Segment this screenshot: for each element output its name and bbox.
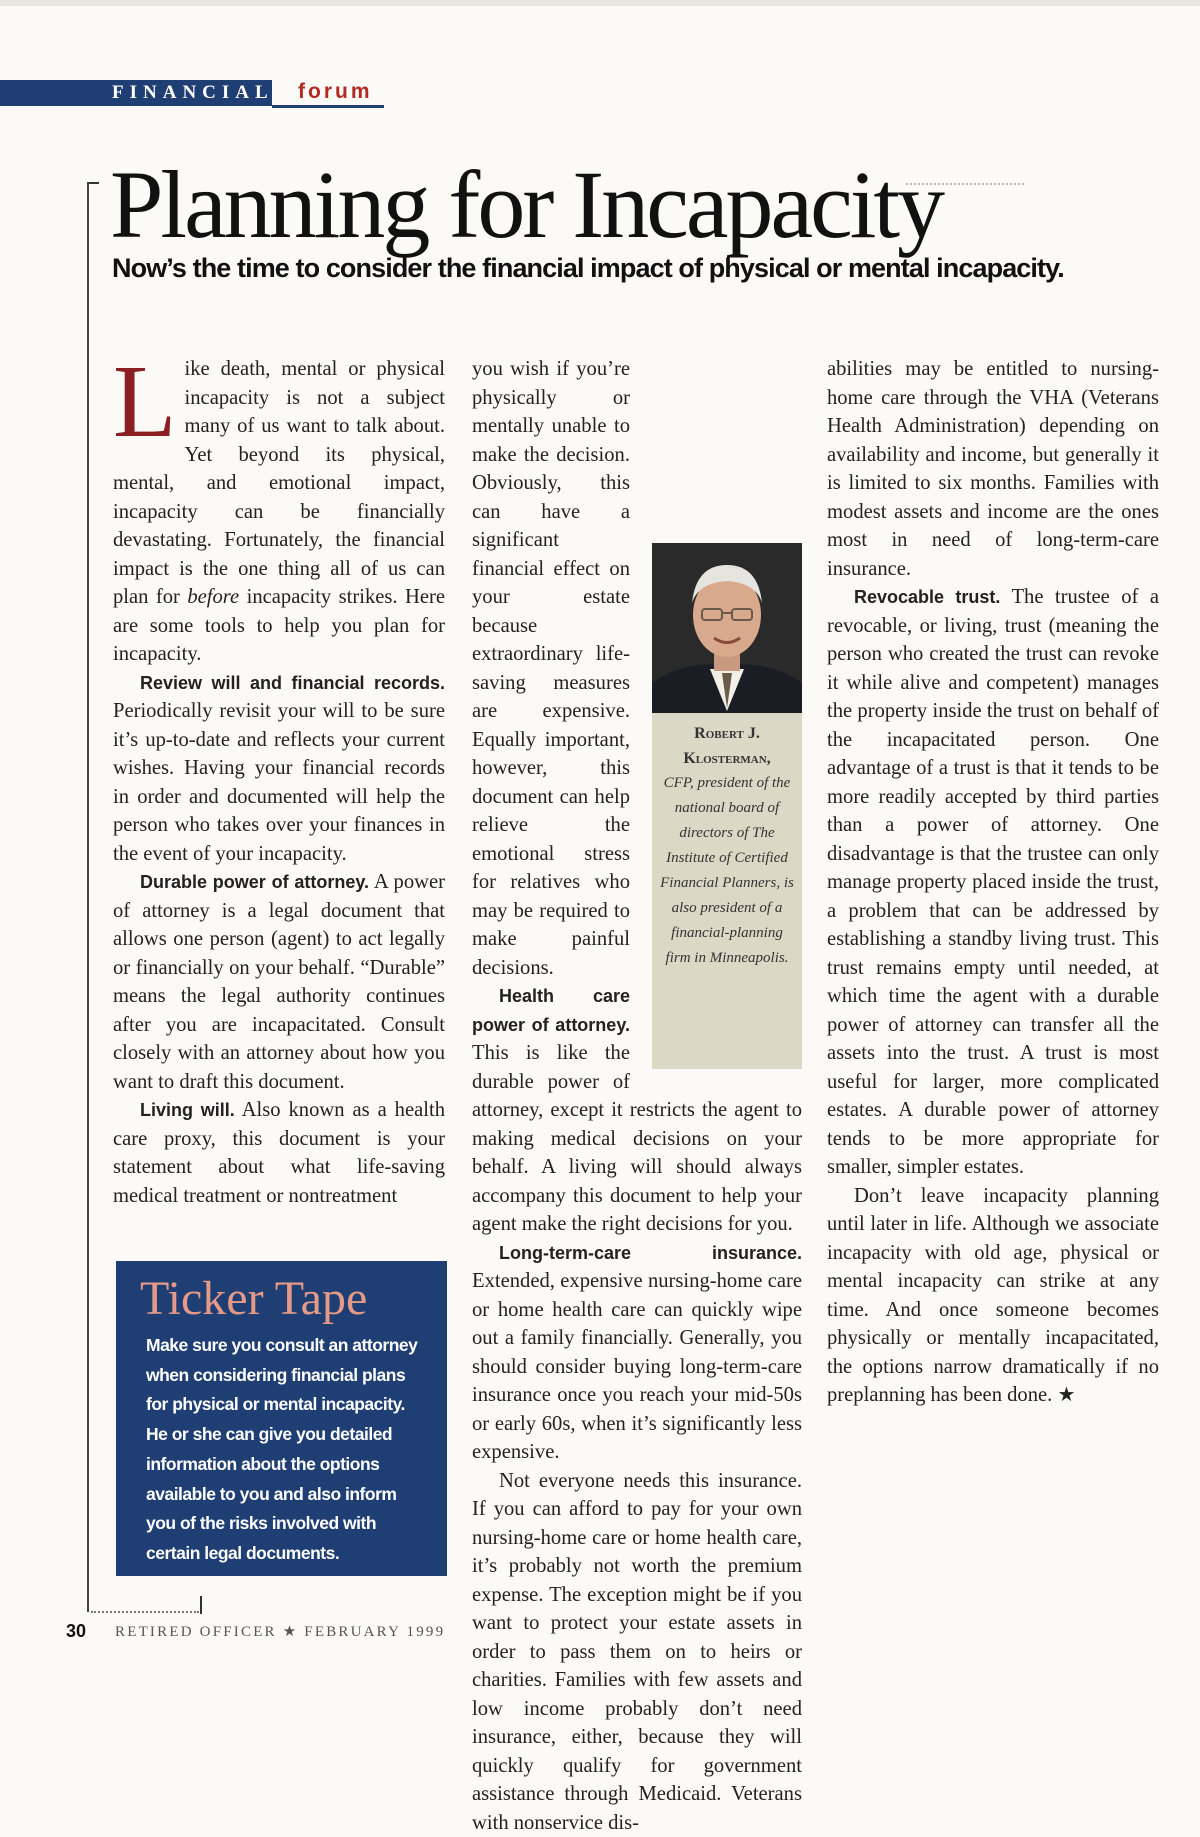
section-heading: Review will and financial records.: [140, 673, 445, 693]
author-photo: [652, 543, 802, 713]
section-body: The trustee of a revocable, or living, trust (meaning the person who created the trust can revoke it while alive and competent) manages the property inside the trust on behalf of the incapacitated person. One advantage of a trust is that it tends to be more readily accepted by third parties than a power of attorney. One disadvantage is that the trustee can only manage property placed inside the trust, a problem that can be addressed by establishing a standby living trust. This trust remains empty until needed, at which time the agent with a durable power of attorney can transfer all the assets into the trust. A trust is most useful for larger, more complicated estates. A durable power of attorney tends to be more appropriate for smaller, simpler estates.: [827, 586, 1159, 1178]
section-header-rule: [272, 105, 384, 108]
frame-left-rule: [87, 182, 89, 1612]
section-durable-poa: [113, 868, 445, 1096]
section-heading: Revocable trust.: [854, 587, 1000, 607]
article-column-1: [113, 355, 445, 1210]
closing-text: Don’t leave incapacity planning until later in life. Although we associate incapacity with old age, physical or mental incapacity can strike at any time. And once someone becomes physically or mentally incapacitated, the options narrow dramatically if no preplanning has been done.: [827, 1185, 1159, 1407]
author-box: [652, 543, 802, 1069]
article-title: Planning for Incapacity: [110, 150, 942, 260]
long-term-care-paragraph-2: Not everyone needs this insurance. If you can afford to pay for your own nursing-home care or home health care, it’s probably not worth the premium expense. The exception might be if you want to protect your estate assets in order to pass them on to heirs or charities. Families with few assets and low income probably don’t need insurance, either, because they will quickly qualify for government assistance through Medicaid. Veterans with nonservice dis-: [472, 1467, 802, 1837]
section-body: This is like the durable power of attorney, except it restricts the agent to making medical decisions on your behalf. A living will should always accompany this document to help your agent make the right decisions for you.: [472, 1042, 802, 1235]
publication-line: RETIRED OFFICER ★ FEBRUARY 1999: [115, 1622, 445, 1641]
drop-cap: L: [113, 363, 177, 441]
page-top-edge: [0, 0, 1200, 6]
article-column-2: [472, 355, 802, 1837]
frame-bottom-tick: [200, 1596, 202, 1614]
article-subtitle: Now’s the time to consider the financial impact of physical or mental incapacity.: [112, 250, 1064, 286]
section-heading: Long-term-care insurance.: [499, 1243, 802, 1263]
end-mark-star: ★: [1057, 1384, 1075, 1406]
section-label-financial: FINANCIAL: [112, 81, 274, 105]
paragraph-text: you wish if you’re physically or mentally unable to make the decision. Obviously, this can have a significant financial effect on your estate because extraordinary life-saving measures are expensive. Equally important, however, this document can help relieve the emotional stress for relatives who may be required to make painful decisions.: [472, 358, 630, 979]
intro-text: ike death, mental or physical incapacity is not a subject many of us want to talk about. Yet beyond its physical, mental, and emotional impact, incapacity can be financially devastating. Fortunately, the financial impact is the one thing all of us can plan for: [113, 358, 445, 608]
section-heading: Durable power of attorney.: [140, 872, 369, 892]
title-dotted-rule: [906, 183, 1024, 185]
ticker-tape-title: Ticker Tape: [140, 1269, 367, 1329]
ticker-tape-box: [116, 1261, 447, 1576]
ticker-tape-text: Make sure you consult an attorney when considering financial plans for physical or mental incapacity. He or she can give you detailed information about the options available to you and also inform you of the risks involved with certain legal documents.: [146, 1331, 428, 1569]
intro-emphasis: before: [187, 586, 239, 608]
section-will-records: [113, 669, 445, 869]
intro-text-end: incapacity strikes. Here are some tools to help you plan for incapacity.: [113, 586, 445, 665]
author-portrait-image: [652, 543, 802, 713]
section-body: Also known as a health care proxy, this document is your statement about what life-saving medical treatment or nontreatment: [113, 1099, 445, 1207]
frame-bottom-dotted-rule: [91, 1611, 199, 1613]
author-caption: [658, 721, 796, 971]
section-heading: Health care power of attorney.: [472, 986, 630, 1035]
living-will-continued: [472, 355, 802, 982]
intro-paragraph: [113, 355, 445, 669]
section-living-will: [113, 1096, 445, 1210]
section-body: A power of attorney is a legal document that allows one person (agent) to act legally or financially on your behalf. “Durable” means the legal authority continues after you are incapacitated. Consult closely with an attorney about how you want to draft this document.: [113, 871, 445, 1093]
article-column-3: [827, 355, 1159, 1410]
section-body: Periodically revisit your will to be sure it’s up-to-date and reflects your current wishes. Having your financial records in order and documented will help the person who takes over your finances in the event of your incapacity.: [113, 700, 445, 865]
section-heading: Living will.: [140, 1100, 235, 1120]
author-bio: CFP, president of the national board of directors of The Institute of Certified Financial Planners, is also president of a financial-planning firm in Minneapolis.: [658, 771, 796, 971]
author-name: Robert J. Klosterman,: [658, 721, 796, 771]
section-long-term-care: [472, 1239, 802, 1467]
section-body: Extended, expensive nursing-home care or home health care can quickly wipe out a family financially. Generally, you should consider buying long-term-care insurance once you reach your mid-50s or early 60s, when it’s significantly less expensive.: [472, 1270, 802, 1463]
section-label-forum: forum: [298, 80, 373, 104]
page-number: 30: [66, 1621, 86, 1642]
section-revocable-trust: [827, 583, 1159, 1182]
closing-paragraph: [827, 1182, 1159, 1410]
long-term-care-continued: abilities may be entitled to nursing-home care through the VHA (Veterans Health Administration) depending on availability and income, but generally it is limited to six months. Families with modest assets and income are the ones most in need of long-term-care insurance.: [827, 355, 1159, 583]
